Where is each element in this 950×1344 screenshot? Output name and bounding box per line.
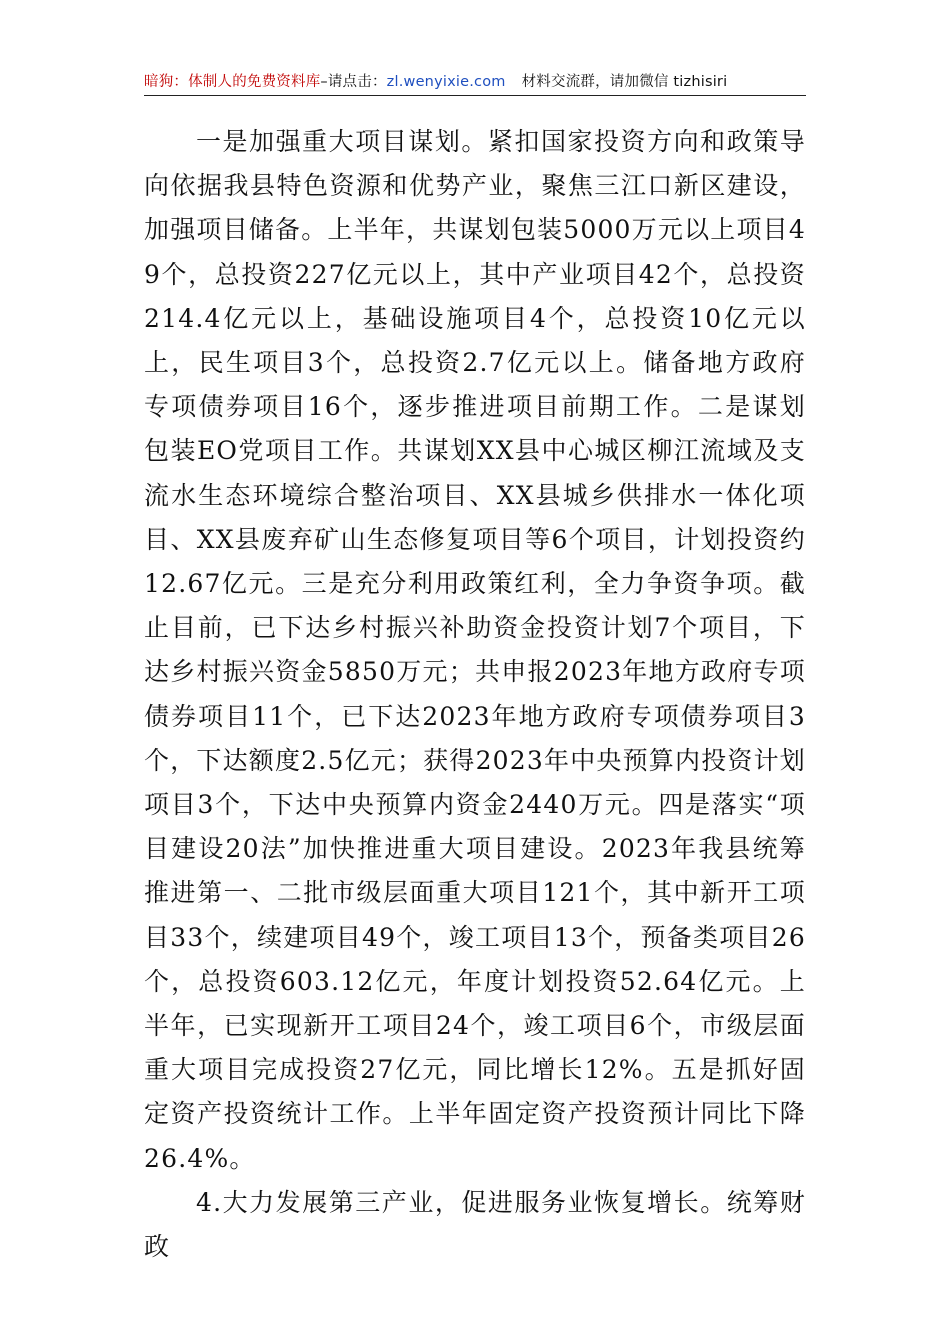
- header-prompt-text: –请点击：: [320, 74, 387, 90]
- header-divider: [144, 95, 806, 96]
- document-body: [144, 120, 806, 1269]
- header-url-link[interactable]: zl.wenyixie.com: [386, 74, 506, 90]
- page-header: [144, 70, 806, 94]
- body-paragraph: 一是加强重大项目谋划。紧扣国家投资方向和政策导向依据我县特色资源和优势产业，聚焦三江口新区建设，加强项目储备。上半年，共谋划包装5000万元以上项目49个，总投资227亿元以上，其中产业项目42个，总投资214.4亿元以上，基础设施项目4个，总投资10亿元以上，民生项目3个，总投资2.7亿元以上。储备地方政府专项债券项目16个，逐步推进项目前期工作。二是谋划包装EO党项目工作。共谋划XX县中心城区柳江流域及支流水生态环境综合整治项目、XX县城乡供排水一体化项目、XX县废弃矿山生态修复项目等6个项目，计划投资约12.67亿元。三是充分利用政策红利，全力争资争项。截止目前，已下达乡村振兴补助资金投资计划7个项目，下达乡村振兴资金5850万元；共申报2023年地方政府专项债券项目11个，已下达2023年地方政府专项债券项目3个，下达额度2.5亿元；获得2023年中央预算内投资计划项目3个，下达中央预算内资金2440万元。四是落实“项目建设20法”加快推进重大项目建设。2023年我县统筹推进第一、二批市级层面重大项目121个，其中新开工项目33个，续建项目49个，竣工项目13个，预备类项目26个，总投资603.12亿元，年度计划投资52.64亿元。上半年，已实现新开工项目24个，竣工项目6个，市级层面重大项目完成投资27亿元，同比增长12%。五是抓好固定资产投资统计工作。上半年固定资产投资预计同比下降26.4%。: [144, 127, 806, 1173]
- header-wechat-text: 材料交流群，请加微信 tizhisiri: [521, 74, 728, 90]
- body-paragraph: 4.大力发展第三产业，促进服务业恢复增长。统筹财政: [144, 1187, 806, 1262]
- header-brand-text: 暗狗：体制人的免费资料库: [144, 74, 321, 90]
